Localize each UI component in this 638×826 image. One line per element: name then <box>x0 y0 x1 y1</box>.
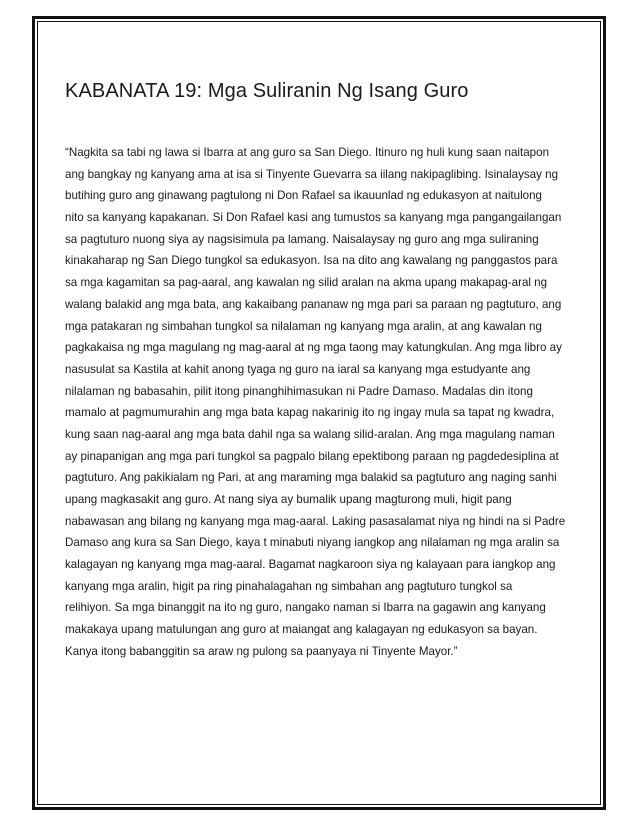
text-line: pagtuturo. Ang pakikialam ng Pari, at ang maraming mga balakid sa pagtuturo ang naging sanhi <box>65 471 557 485</box>
text-line: sa pagtuturo nuong siya ay nagsisimula pa lamang. Naisalaysay ng guro ang mga suliraning <box>65 232 539 246</box>
text-line: nabawasan ang bilang ng kanyang mga mag-aaral. Laking pasasalamat niya ng hindi na si Padre <box>65 514 566 528</box>
text-line: upang magkasakit ang guro. At nang siya ay bumalik upang magturong muli, higit pang <box>65 493 512 506</box>
text-line: relihiyon. Sa mga binanggit na ito ng guro, nangako naman si Ibarra na gagawin ang kanyang <box>65 601 546 615</box>
text-line: ay pinapanigan ang mga pari tungkol sa pagpalo bilang epektibong paraan ng pagdedesiplina at <box>65 449 559 463</box>
text-line: ang bangkay ng kanyang ama at isa si Tinyente Guevarra sa iilang nakipaglibing. Isinalaysay ng <box>65 167 559 181</box>
text-line: mga patakaran ng simbahan tungkol sa nilalaman ng kanyang mga aralin, at ang kawalan ng <box>65 319 542 333</box>
text-line: nasusulat sa Kastila at kahit anong tyaga ng guro na iaral sa kanyang mga estudyante ang <box>65 362 531 376</box>
text-line: butihing guro ang ginawang pagtulong ni Don Rafael sa ikauunlad ng edukasyon at naitulong <box>65 189 542 203</box>
text-line: Damaso ang kura sa San Diego, kaya t minabuti niyang iangkop ang nilalaman ng mga aralin sa <box>65 536 560 550</box>
text-line: nilalaman ng babasahin, pilit itong pinanghihimasukan ni Padre Damaso. Madalas din itong <box>65 384 533 398</box>
chapter-title: KABANATA 19: Mga Suliranin Ng Isang Guro <box>65 80 469 102</box>
text-line: pagkakaisa ng mga magulang ng mag-aaral at ng mga taong may katungkulan. Ang mga libro ay <box>65 341 562 355</box>
text-line: kalagayan ng kanyang mga mag-aaral. Bagamat nagkaroon siya ng kalayaan para iangkop ang <box>65 558 556 572</box>
body-paragraph <box>65 142 570 663</box>
text-line: Kanya itong babanggitin sa araw ng pulong sa paanyaya ni Tinyente Mayor.” <box>65 644 458 658</box>
text-line: kung saan nag-aaral ang mga bata dahil nga sa walang silid-aralan. Ang mga magulang naman <box>65 427 555 441</box>
text-line: walang balakid ang mga bata, ang kakaibang pananaw ng mga pari sa paraan ng pagtuturo, ang <box>65 297 562 311</box>
text-line: mamalo at pagmumurahin ang mga bata kapag nakarinig ito ng ingay mula sa tapat ng kwadra, <box>65 406 555 420</box>
text-line: kinakaharap ng San Diego tungkol sa edukasyon. Isa na dito ang kawalang ng panggastos para <box>65 254 558 268</box>
text-line: kanyang mga aralin, higit pa ring pinahalagahan ng simbahan ang pagtuturo tungkol sa <box>65 579 513 593</box>
text-line: “Nagkita sa tabi ng lawa si Ibarra at ang guro sa San Diego. Itinuro ng huli kung saan naitapon <box>65 146 550 159</box>
text-line: makakaya upang matulungan ang guro at maiangat ang kalagayan ng edukasyon sa bayan. <box>65 623 538 637</box>
text-line: nito sa kanyang kapakanan. Si Don Rafael kasi ang tumustos sa kanyang mga pangangailangan <box>65 211 562 225</box>
text-line: sa mga kagamitan sa pag-aaral, ang kawalan ng silid aralan na akma upang makapag-aral ng <box>65 276 548 290</box>
